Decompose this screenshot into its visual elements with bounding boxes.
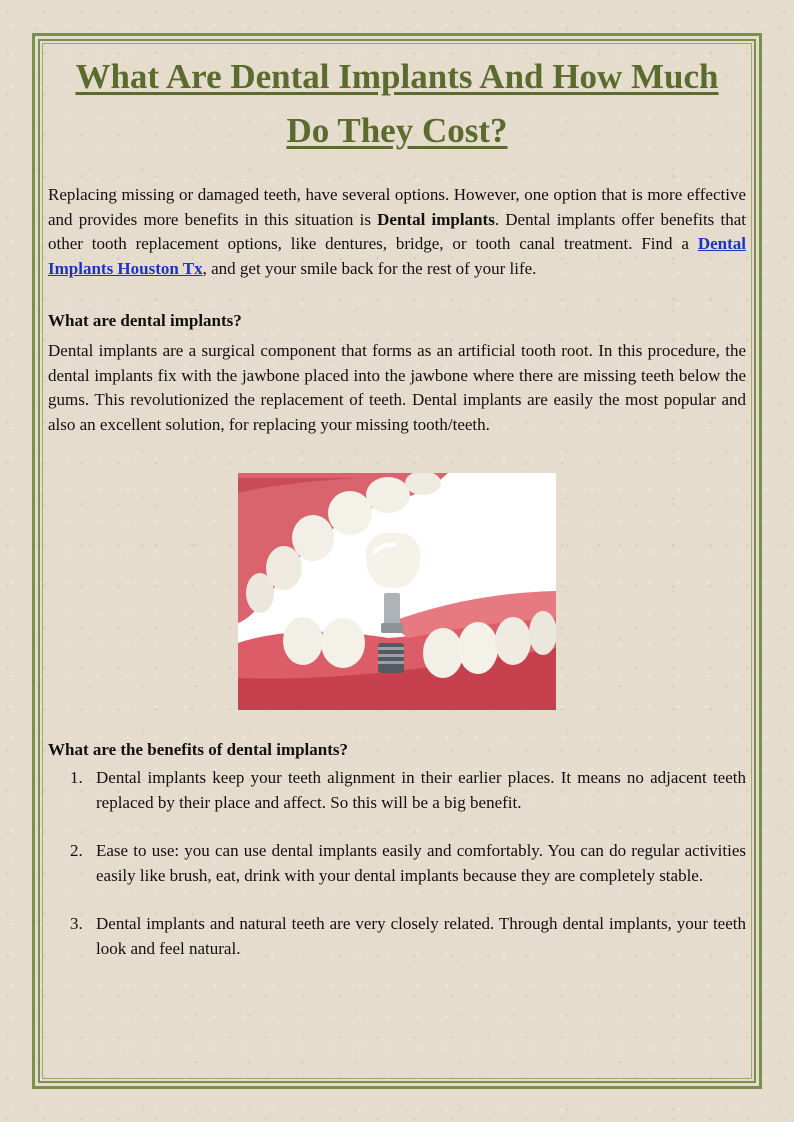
list-item-text: Dental implants keep your teeth alignment in their earlier places. It means no adjacent teeth replaced by their place and affect. So this will be a big benefit. xyxy=(96,768,746,812)
title-line-2: Do They Cost xyxy=(286,111,491,150)
title-line-1: What Are Dental Implants And How Much xyxy=(75,57,719,96)
section-body-what-are: Dental implants are a surgical component that forms as an artificial tooth root. In this procedure, the dental implants fix with the jawbone placed into the jawbone where there are missing teeth below the gums. This revolutionized the replacement of teeth. Dental implants are easily the most popular and also an excellent solution, for replacing your missing tooth/teeth. xyxy=(48,341,746,434)
list-item xyxy=(70,766,746,815)
intro-text-before: Replacing missing or damaged teeth, have several options. However, one option that is more effective and provides more benefits in this situation is xyxy=(48,185,746,229)
list-item xyxy=(70,912,746,961)
intro-text-after: , and get your smile back for the rest of your life. xyxy=(202,258,537,278)
list-item-number: 1. xyxy=(70,768,83,787)
dental-implant-image xyxy=(238,473,556,710)
benefits-list xyxy=(48,766,746,961)
intro-bold-term: Dental implants xyxy=(377,209,495,229)
list-item-text: Ease to use: you can use dental implants easily and comfortably. You can do regular activities easily like brush, eat, drink with your dental implants because they are completely stable. xyxy=(96,841,746,885)
list-item xyxy=(70,839,746,888)
intro-paragraph xyxy=(48,183,746,281)
page-title xyxy=(48,50,746,158)
section-heading-what-are: What are dental implants? xyxy=(48,311,242,330)
dental-implants-houston-link[interactable]: Dental Implants Houston Tx xyxy=(48,234,746,278)
list-item-number: 3. xyxy=(70,914,83,933)
list-item-number: 2. xyxy=(70,841,83,860)
title-question-mark: ? xyxy=(490,111,508,150)
list-item-text: Dental implants and natural teeth are very closely related. Through dental implants, your teeth look and feel natural. xyxy=(96,914,746,958)
intro-text-middle: . Dental implants offer benefits that other tooth replacement options, like dentures, bridge, or tooth canal treatment. Find a xyxy=(48,209,746,253)
document-body xyxy=(48,48,746,985)
dental-implant-illustration-icon xyxy=(238,473,556,710)
section-heading-benefits: What are the benefits of dental implants? xyxy=(48,740,349,759)
